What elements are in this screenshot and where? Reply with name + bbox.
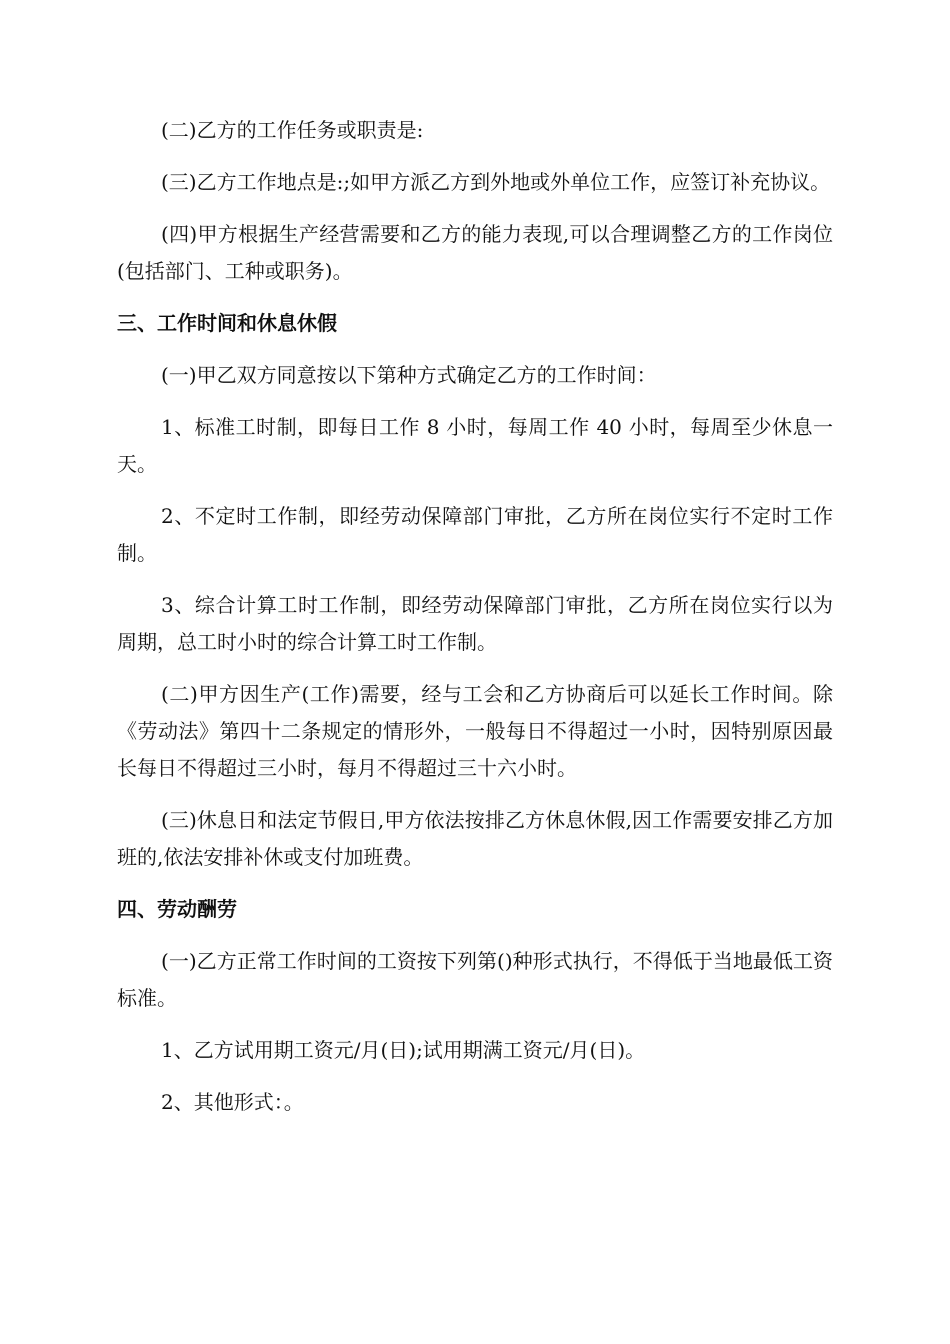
document-body	[117, 112, 833, 1136]
clause-3-1-option-2: 2、不定时工作制，即经劳动保障部门审批，乙方所在岗位实行不定时工作制。	[117, 504, 833, 565]
section-4-heading: 四、劳动酬劳	[117, 897, 237, 921]
clause-4-1-option-2: 2、其他形式：。	[161, 1090, 304, 1114]
clause-3-1-option-1: 1、标准工时制，即每日工作 8 小时，每周工作 40 小时，每周至少休息一天。	[117, 415, 833, 476]
clause-2-4-position-adjustment: (四)甲方根据生产经营需要和乙方的能力表现,可以合理调整乙方的工作岗位(包括部门、工种或职务)。	[117, 222, 833, 283]
clause-3-1-option-3: 3、综合计算工时工作制，即经劳动保障部门审批，乙方所在岗位实行以为周期，总工时小时的综合计算工时工作制。	[117, 593, 833, 654]
clause-4-1-wage-form: (一)乙方正常工作时间的工资按下列第()种形式执行，不得低于当地最低工资标准。	[117, 949, 833, 1010]
clause-3-1-working-hours: (一)甲乙双方同意按以下第种方式确定乙方的工作时间：	[161, 363, 657, 387]
section-3-heading: 三、工作时间和休息休假	[117, 311, 337, 335]
clause-4-1-option-1: 1、乙方试用期工资元/月(日);试用期满工资元/月(日)。	[161, 1038, 646, 1062]
clause-2-3-work-location: (三)乙方工作地点是:;如甲方派乙方到外地或外单位工作，应签订补充协议。	[161, 170, 831, 194]
clause-2-2-duties: (二)乙方的工作任务或职责是:	[161, 118, 424, 142]
clause-3-3-holidays: (三)休息日和法定节假日,甲方依法按排乙方休息休假,因工作需要安排乙方加班的,依法安排补休或支付加班费。	[117, 808, 833, 869]
clause-3-2-overtime: (二)甲方因生产(工作)需要，经与工会和乙方协商后可以延长工作时间。除《劳动法》第四十二条规定的情形外，一般每日不得超过一小时，因特别原因最长每日不得超过三小时，每月不得超过三十六小时。	[117, 682, 833, 780]
